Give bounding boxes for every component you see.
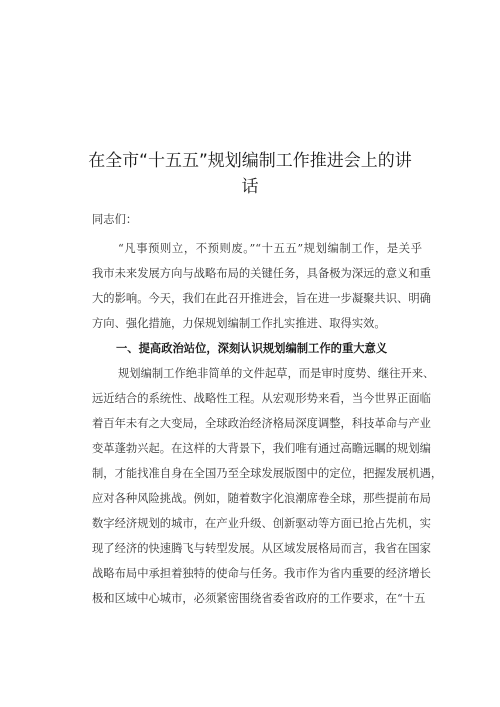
- body-line: 制，才能找准自身在全国乃至全球发展版图中的定位，把握发展机遇，: [92, 467, 443, 480]
- document-title-line-2: 话: [241, 177, 259, 197]
- body-line: 现了经济的快速腾飞与转型发展。从区域发展格局而言，我省在国家: [92, 542, 431, 555]
- body-line: 极和区域中心城市，必须紧密围绕省委省政府的工作要求，在“十五: [92, 592, 426, 605]
- body-line: 着百年未有之大变局，全球政治经济格局深度调整，科技革命与产业: [92, 417, 431, 430]
- section-heading: 一、提高政治站位，深刻认识规划编制工作的重大意义: [116, 342, 388, 355]
- document-title-line-1: 在全市“十五五”规划编制工作推进会上的讲: [88, 151, 412, 171]
- body-line: 规划编制工作绝非简单的文件起草，而是审时度势、继往开来、: [118, 367, 435, 380]
- body-line: 方向、强化措施，力保规划编制工作扎实推进、取得实效。: [92, 317, 386, 330]
- body-line: 变革蓬勃兴起。在这样的大背景下，我们唯有通过高瞻远瞩的规划编: [92, 442, 431, 455]
- salutation: 同志们：: [92, 213, 138, 226]
- body-line: 战略布局中承担着独特的使命与任务。我市作为省内重要的经济增长: [92, 567, 431, 580]
- body-line: 远近结合的系统性、战略性工程。从宏观形势来看，当今世界正面临: [92, 392, 431, 405]
- body-line: 我市未来发展方向与战略布局的关键任务，具备极为深远的意义和重: [92, 267, 431, 280]
- body-line: 应对各种风险挑战。例如，随着数字化浪潮席卷全球，那些提前布局: [92, 492, 431, 505]
- body-line: 大的影响。今天，我们在此召开推进会，旨在进一步凝聚共识、明确: [92, 292, 431, 305]
- body-line: “凡事预则立，不预则废。”“十五五”规划编制工作，是关乎: [118, 242, 422, 255]
- body-line: 数字经济规划的城市，在产业升级、创新驱动等方面已抢占先机，实: [92, 517, 431, 530]
